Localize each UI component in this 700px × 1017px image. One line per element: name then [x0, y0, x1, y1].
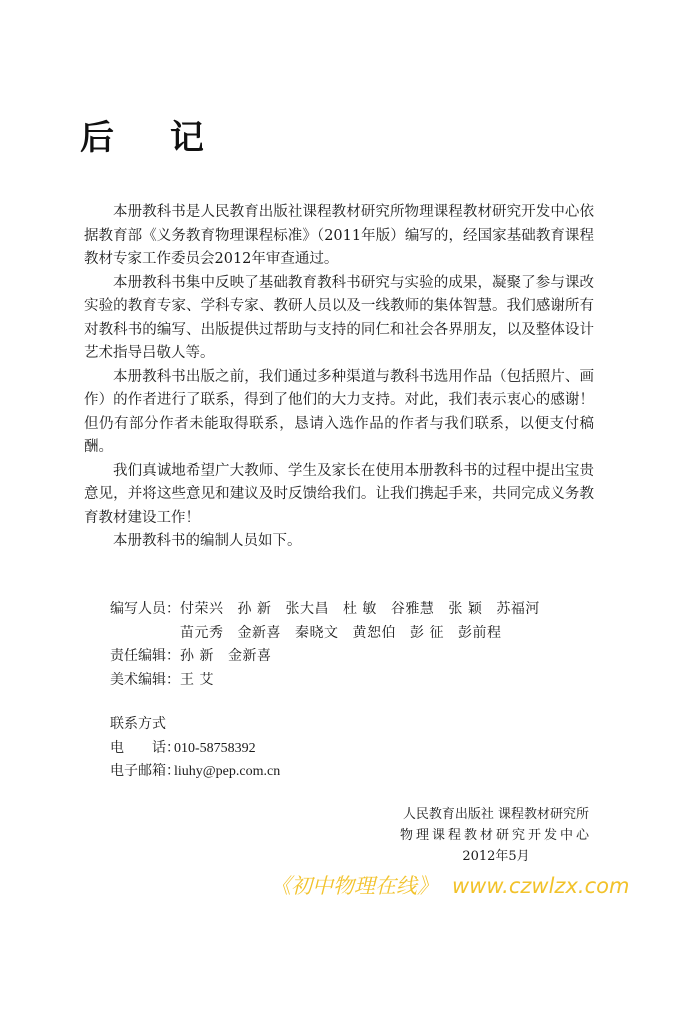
writer-name: 张 颖: [448, 601, 483, 617]
email-value: liuhy@pep.com.cn: [174, 764, 281, 779]
publisher-signature: [396, 804, 596, 867]
contact-block: [110, 713, 280, 784]
editors-row: [110, 645, 610, 669]
writer-name: 彭前程: [457, 624, 502, 641]
writer-name: 谷雅慧: [390, 601, 435, 617]
paragraph: 本册教科书的编制人员如下。: [113, 533, 302, 549]
contact-heading: 联系方式: [110, 716, 166, 732]
paragraph: 我们真诚地希望广大教师、学生及家长在使用本册教科书的过程中提出宝贵意见，并将这些意见和建议及时反馈给我们。让我们携起手来，共同完成义务教育教材建设工作！: [84, 462, 594, 526]
watermark-name: 《初中物理在线》: [270, 874, 438, 898]
writer-name: 秦晓文: [295, 624, 339, 641]
art-names: [180, 669, 600, 693]
writer-name: 孙 新: [237, 601, 272, 617]
art-row: [110, 669, 610, 693]
art-label: 美术编辑：: [110, 671, 180, 688]
phone-row: [110, 737, 280, 761]
paragraph: 本册教科书出版之前，我们通过多种渠道与教科书选用作品（包括照片、画作）的作者进行了联系，得到了他们的大力支持。对此，我们表示衷心的感谢！但仍有部分作者未能取得联系，恳请入选作品的作者与我们联系，以便支付稿酬。: [84, 368, 594, 455]
watermark: [270, 870, 629, 900]
publish-date: 2012年5月: [462, 849, 530, 864]
writer-name: 付荣兴: [180, 601, 224, 617]
writer-name: 苗元秀: [180, 624, 224, 641]
writers-names: [180, 598, 600, 645]
editor-name: 孙 新: [180, 648, 214, 664]
phone-label: 电 话：: [110, 739, 180, 756]
page-title: 后 记: [80, 118, 226, 158]
editors-names: [180, 645, 600, 669]
phone-value: 010-58758392: [174, 740, 256, 756]
editor-name: 金新喜: [227, 648, 272, 664]
publisher-center-line: 物理课程教材研究开发中心: [399, 828, 592, 843]
writer-name: 张大昌: [285, 601, 329, 617]
paragraph: 本册教科书是人民教育出版社课程教材研究所物理课程教材研究开发中心依据教育部《义务教育物理课程标准》（2011年版）编写的，经国家基础教育课程教材专家工作委员会2012年审查通过。: [84, 204, 594, 267]
email-row: [110, 760, 280, 784]
writer-name: 金新喜: [237, 624, 281, 641]
writers-label: 编写人员：: [110, 601, 180, 617]
email-label: 电子邮箱：: [110, 763, 180, 779]
art-editor-name: 王 艾: [180, 671, 214, 688]
writer-name: 彭 征: [410, 624, 444, 641]
publisher-line: 人民教育出版社 课程教材研究所: [402, 807, 590, 822]
afterword-body: [84, 201, 594, 554]
watermark-url: www.czwlzx.com: [452, 874, 630, 898]
writer-name: 苏福河: [496, 601, 540, 617]
staff-list: [110, 598, 610, 692]
writer-name: 杜 敏: [342, 601, 377, 617]
writer-name: 黄恕伯: [352, 624, 396, 641]
editors-label: 责任编辑：: [110, 648, 180, 664]
writers-row: [110, 598, 610, 645]
paragraph: 本册教科书集中反映了基础教育教科书研究与实验的成果，凝聚了参与课改实验的教育专家、学科专家、教研人员以及一线教师的集体智慧。我们感谢所有对教科书的编写、出版提供过帮助与支持的同仁和社会各界朋友，以及整体设计艺术指导吕敬人等。: [84, 274, 594, 361]
